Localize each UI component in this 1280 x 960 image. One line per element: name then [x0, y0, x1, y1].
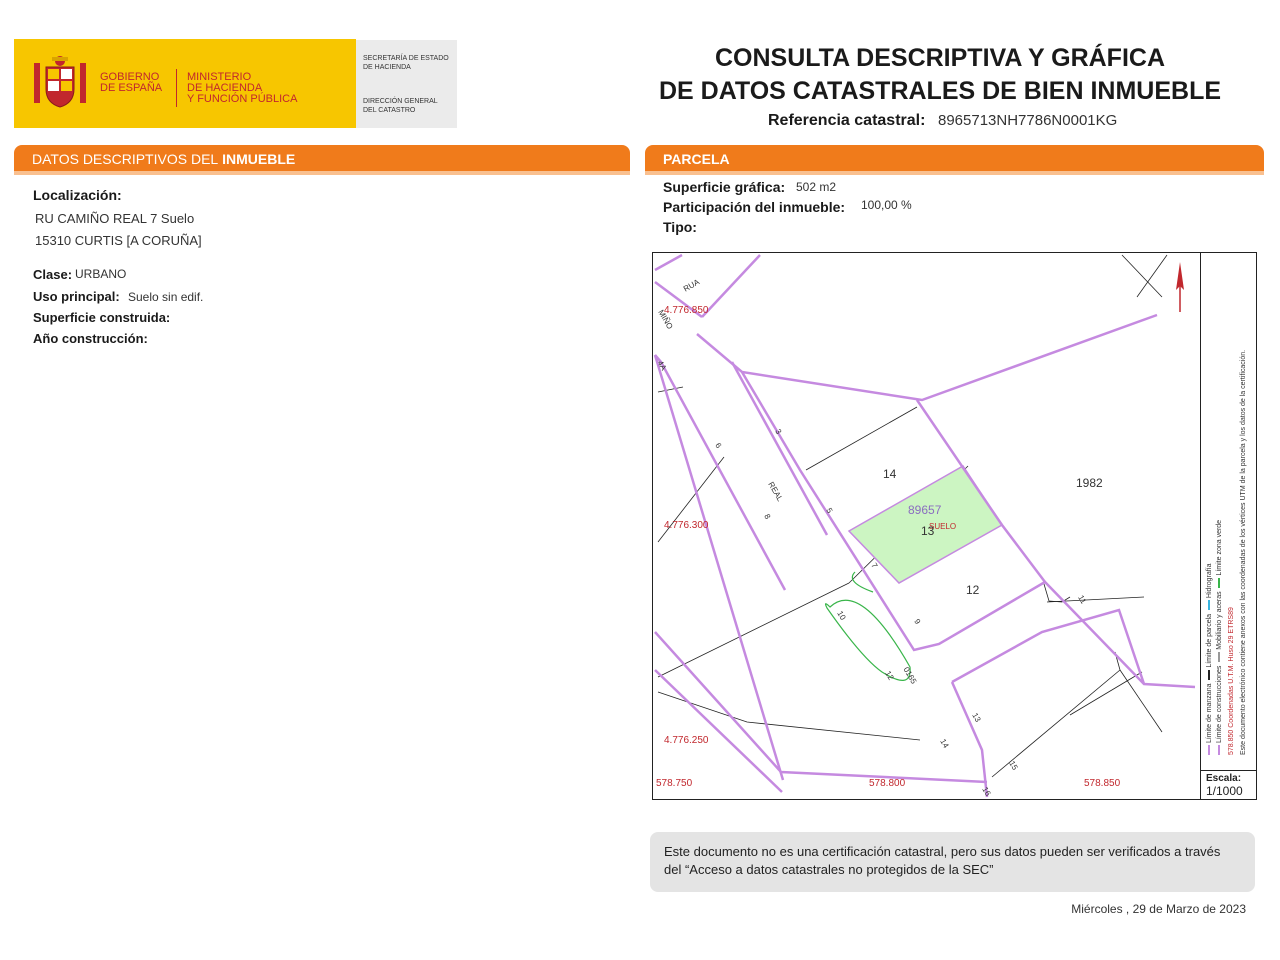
legend-swatch-manzana: [1208, 745, 1210, 755]
parcel-ref-label: 89657: [908, 503, 942, 517]
gov-label-line2: DE ESPAÑA: [100, 82, 163, 94]
legend-swatch-mobiliario: [1218, 652, 1220, 662]
legend-label-zona-verde: Límite zona verde: [1216, 519, 1223, 576]
clase-label: Clase:: [33, 267, 73, 282]
coord-y2: 4.776.300: [664, 520, 709, 531]
street-number: 4A: [655, 359, 669, 372]
street-number: 12: [883, 669, 896, 682]
street-number: 16: [980, 785, 993, 798]
ministry-line2: DE HACIENDA: [187, 82, 263, 94]
government-logo-block: [14, 39, 356, 128]
legend-label-hidrografia: Hidrografía: [1206, 563, 1213, 599]
section-bar-parcela-underline: [645, 171, 1264, 175]
participacion-label: Participación del inmueble:: [663, 199, 846, 215]
street-number: 10: [835, 609, 848, 622]
ref-label: Referencia catastral:: [768, 112, 926, 129]
localizacion-label: Localización:: [33, 187, 122, 203]
legend-swatch-zona-verde: [1218, 578, 1220, 588]
legend-coords-note: 578.850 Coordenadas U.T.M. Huso 29 ETRS89: [1228, 607, 1235, 755]
uso-label: Uso principal:: [33, 289, 120, 304]
street-number: 15: [1007, 759, 1020, 772]
legend-doc-note: Este documento electrónico contiene anexos con las coordenadas de los vértices UTM de la parcela y los datos de la certificación.: [1240, 349, 1247, 755]
map-label-1982: 1982: [1076, 476, 1103, 490]
section-bar-parcela: [645, 145, 1264, 171]
parcel-sub-label: SUELO: [929, 522, 957, 531]
logo-divider: [176, 69, 177, 107]
scale-label: Escala:: [1206, 773, 1242, 784]
superficie-grafica-value: 502 m2: [796, 180, 837, 194]
coord-y3: 4.776.250: [664, 735, 709, 746]
legend-swatch-parcela: [1208, 670, 1210, 680]
street-number: 8: [762, 512, 773, 521]
street-label-rua: RUA: [681, 277, 702, 294]
superficie-construida-label: Superficie construida:: [33, 310, 171, 325]
scale-box: [1200, 770, 1256, 799]
page-title: [640, 42, 1240, 108]
ministry-line3: Y FUNCIÓN PÚBLICA: [187, 93, 298, 105]
title-line1: CONSULTA DESCRIPTIVA Y GRÁFICA: [714, 44, 1166, 72]
scale-value: 1/1000: [1206, 784, 1243, 798]
disclaimer-note: Este documento no es una certificación catastral, pero sus datos pueden ser verificados a través del “Acceso a datos catastrales no protegidos de la SEC”: [650, 832, 1255, 892]
bar-parcela-label: PARCELA: [663, 151, 730, 167]
street-number: 14: [938, 737, 951, 750]
coord-x1: 578.750: [656, 778, 693, 789]
secretaria-block: [356, 40, 457, 128]
legend-label-mobiliario: Mobiliario y aceras: [1216, 591, 1223, 650]
street-number: 11: [1076, 593, 1089, 606]
street-label-code: 0165: [901, 665, 919, 686]
street-number: 13: [970, 711, 983, 724]
north-arrow-icon: [1176, 262, 1184, 312]
street-number: 3: [773, 427, 784, 436]
address-line2: 15310 CURTIS [A CORUÑA]: [35, 233, 202, 248]
coat-of-arms-icon: [30, 53, 90, 113]
legend-label-parcela: Límite de parcela: [1206, 613, 1213, 668]
gov-label-line1: GOBIERNO: [100, 71, 160, 83]
ref-value: 8965713NH7786N0001KG: [938, 112, 1118, 129]
tipo-label: Tipo:: [663, 219, 697, 235]
secretaria-line1: SECRETARÍA DE ESTADO: [363, 55, 449, 62]
direccion-line2: DEL CATASTRO: [363, 107, 416, 114]
clase-value: URBANO: [75, 267, 127, 281]
direccion-line1: DIRECCIÓN GENERAL: [363, 98, 438, 105]
legend-swatch-construcciones: [1218, 745, 1220, 755]
uso-value: Suelo sin edif.: [128, 290, 204, 304]
map-label-14: 14: [883, 467, 897, 481]
map-legend: [1200, 253, 1257, 770]
superficie-grafica-label: Superficie gráfica:: [663, 179, 786, 195]
section-bar-datos: [14, 145, 630, 171]
cadastral-map[interactable]: [652, 252, 1257, 800]
document-date: Miércoles , 29 de Marzo de 2023: [1071, 902, 1246, 916]
section-bar-datos-underline: [14, 171, 630, 175]
coord-x3: 578.850: [1084, 778, 1121, 789]
legend-label-construcciones: Límite de construcciones: [1216, 665, 1223, 744]
coord-y1: 4.776.850: [664, 305, 709, 316]
bar-inmueble-label: INMUEBLE: [222, 151, 296, 167]
map-label-12: 12: [966, 583, 980, 597]
ano-construccion-label: Año construcción:: [33, 331, 148, 346]
street-label-mino: MIÑO: [656, 308, 675, 331]
street-number: 6: [713, 441, 724, 450]
coord-x2: 578.800: [869, 778, 906, 789]
title-line2: DE DATOS CATASTRALES DE BIEN INMUEBLE: [658, 77, 1222, 105]
street-number: 9: [912, 617, 923, 626]
street-number: 7: [869, 561, 880, 570]
ministry-line1: MINISTERIO: [187, 71, 252, 83]
participacion-value: 100,00 %: [861, 198, 912, 212]
legend-label-manzana: Límite de manzana: [1206, 683, 1213, 744]
legend-swatch-hidrografia: [1208, 600, 1210, 610]
bar-datos-label: DATOS DESCRIPTIVOS DEL: [32, 151, 219, 167]
map-label-13: 13: [921, 524, 935, 538]
address-line1: RU CAMIÑO REAL 7 Suelo: [35, 211, 195, 226]
street-number: 5: [824, 506, 835, 515]
secretaria-line2: DE HACIENDA: [363, 64, 411, 71]
street-label-real: REAL: [766, 480, 785, 503]
